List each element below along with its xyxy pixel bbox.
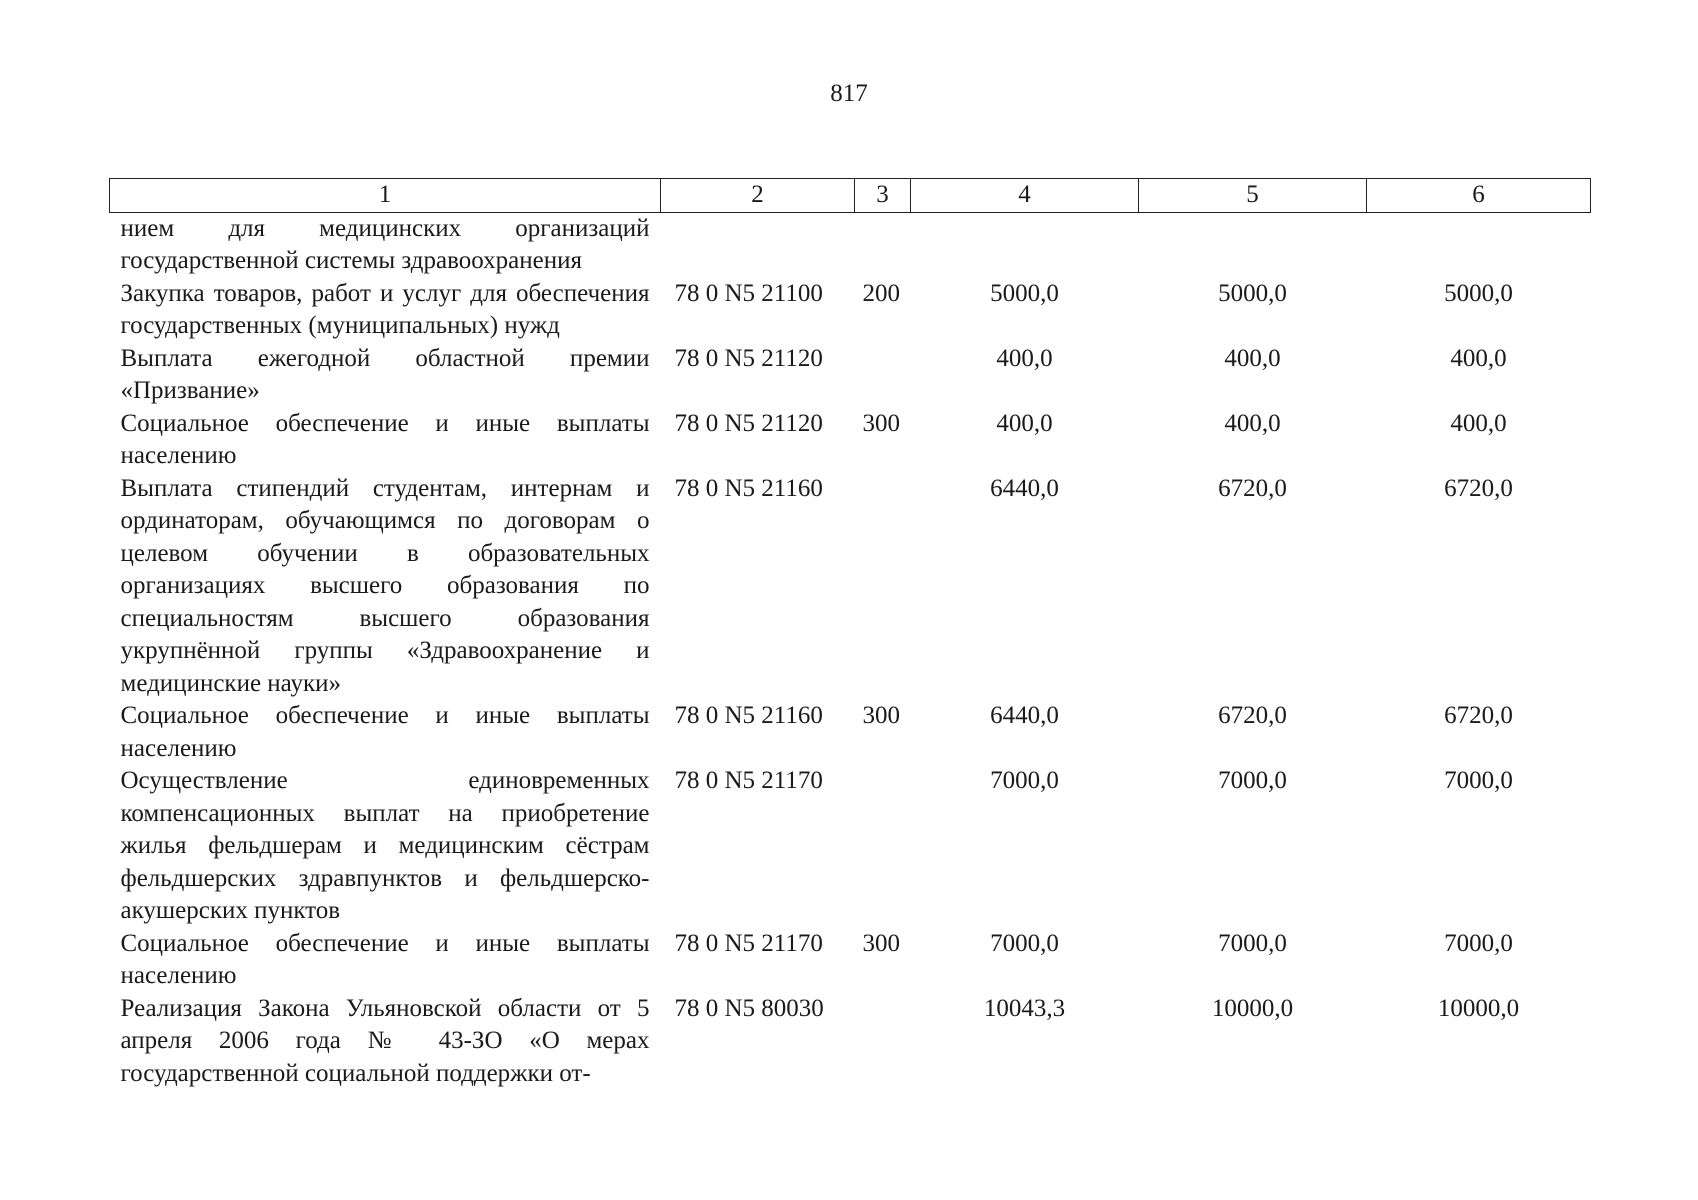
row-expense-type	[855, 343, 911, 408]
row-description: Выплата стипендий студентам, интернам и ординаторам, обучающимся по договорам о целевом обучении в образовательных организациях высшего образования по специальностям высшего образования укрупнённой группы «Здравоохранение и медицинские науки»	[120, 474, 650, 697]
row-code: 78 0 N5 21160	[674, 702, 823, 729]
row-value-4: 400,0	[996, 344, 1053, 372]
column-header-3: 3	[855, 179, 911, 213]
row-value-5: 10000,0	[1211, 994, 1294, 1022]
row-value-6: 6720,0	[1444, 702, 1513, 729]
row-description: Выплата ежегодной областной премии «Призвание»	[120, 344, 650, 404]
column-header-5: 5	[1139, 179, 1367, 213]
row-code: 78 0 N5 80030	[674, 994, 824, 1022]
row-description: Реализация Закона Ульяновской области от 5 апреля 2006 года № 43-ЗО «О мерах государственной социальной поддержки от-	[120, 994, 650, 1087]
column-header-1: 1	[110, 179, 661, 213]
row-value-6: 400,0	[1450, 409, 1507, 437]
column-header-4: 4	[911, 179, 1139, 213]
table-row	[110, 765, 1591, 928]
table-row	[110, 993, 1591, 1091]
row-value-6: 5000,0	[1444, 279, 1513, 307]
row-code: 78 0 N5 21170	[674, 929, 823, 957]
row-value-6	[1367, 212, 1591, 278]
table-row	[110, 278, 1591, 343]
table-row	[110, 343, 1591, 408]
row-value-5: 7000,0	[1218, 929, 1287, 957]
row-code: 78 0 N5 21160	[674, 474, 823, 502]
table-row	[110, 700, 1591, 765]
row-code: 78 0 N5 21100	[674, 279, 823, 307]
row-value-6: 6720,0	[1444, 474, 1513, 502]
row-value-5: 400,0	[1224, 344, 1281, 372]
budget-table	[109, 178, 1591, 1090]
row-description: Закупка товаров, работ и услуг для обеспечения государственных (муниципальных) нужд	[120, 279, 650, 339]
row-expense-type	[855, 473, 911, 701]
row-description: нием для медицинских организаций государственной системы здравоохранения	[120, 214, 650, 274]
table-row	[110, 408, 1591, 473]
row-expense-type	[855, 993, 911, 1091]
row-value-4: 5000,0	[990, 279, 1059, 307]
column-header-2: 2	[661, 179, 855, 213]
row-value-4: 400,0	[996, 409, 1053, 437]
row-description: Социальное обеспечение и иные выплаты населению	[120, 409, 650, 469]
row-code	[661, 212, 855, 278]
row-value-4: 6440,0	[990, 702, 1059, 729]
row-value-5: 6720,0	[1218, 474, 1287, 502]
row-value-4: 6440,0	[990, 474, 1059, 502]
table-row	[110, 473, 1591, 701]
row-description: Социальное обеспечение и иные выплаты населению	[120, 702, 650, 762]
page-number: 817	[830, 80, 868, 107]
row-expense-type	[855, 212, 911, 278]
row-expense-type: 300	[862, 929, 900, 957]
table-row	[110, 928, 1591, 993]
row-expense-type	[855, 765, 911, 928]
row-value-5: 400,0	[1224, 409, 1281, 437]
row-value-6: 400,0	[1450, 344, 1507, 372]
row-expense-type: 300	[862, 702, 900, 729]
row-value-4: 7000,0	[990, 767, 1059, 794]
header-row	[110, 179, 1591, 213]
row-value-5: 6720,0	[1218, 702, 1287, 729]
table-row	[110, 212, 1591, 278]
row-expense-type: 200	[862, 279, 900, 307]
row-expense-type: 300	[862, 409, 900, 437]
row-code: 78 0 N5 21120	[674, 409, 823, 437]
column-header-6: 6	[1367, 179, 1591, 213]
row-value-4: 10043,3	[983, 994, 1066, 1022]
row-code: 78 0 N5 21170	[674, 767, 823, 794]
row-value-5	[1139, 212, 1367, 278]
row-value-6: 10000,0	[1437, 994, 1520, 1022]
row-code: 78 0 N5 21120	[674, 344, 823, 372]
row-value-5: 7000,0	[1218, 767, 1287, 794]
row-value-6: 7000,0	[1444, 929, 1513, 957]
row-value-6: 7000,0	[1444, 767, 1513, 794]
row-description: Социальное обеспечение и иные выплаты населению	[120, 929, 650, 989]
row-value-4	[911, 212, 1139, 278]
row-description: Осуществление единовременных компенсационных выплат на приобретение жилья фельдшерам и медицинским сёстрам фельдшерских здравпунктов и фельдшерско-акушерских пунктов	[120, 767, 650, 924]
row-value-4: 7000,0	[990, 929, 1059, 957]
row-value-5: 5000,0	[1218, 279, 1287, 307]
